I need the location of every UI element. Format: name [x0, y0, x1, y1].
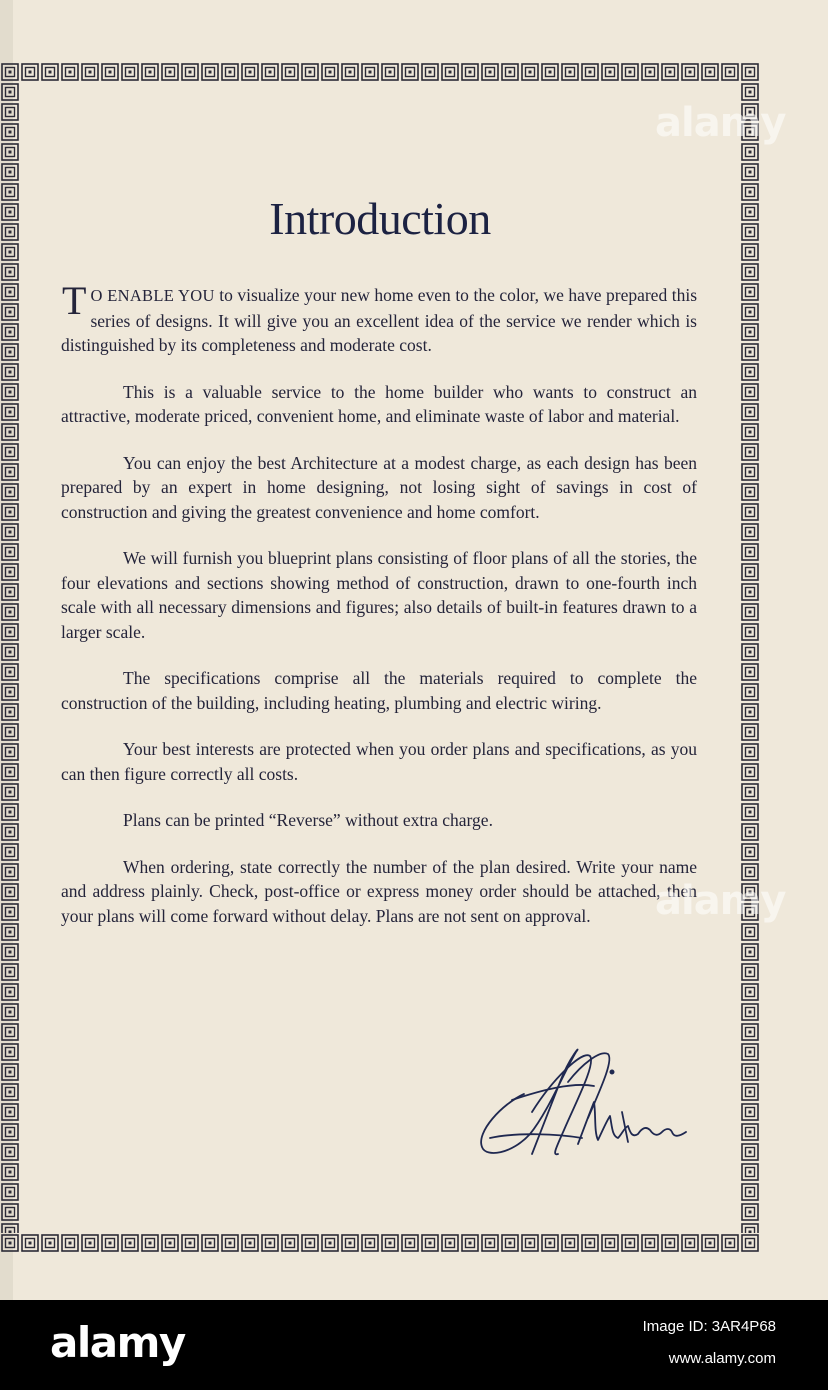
paragraph: You can enjoy the best Architecture at a modest charge, as each design has been prepared by an expert in home designing, not losing sight of savings in cost of construction and giving the greatest convenience and home comfort. — [61, 452, 697, 522]
page-title: Introduction — [269, 193, 491, 244]
paragraph: When ordering, state correctly the number of the plan desired. Write your name and address plainly. Check, post-office or express money order should be attached, then your plans will come forward without delay. Plans are not sent on approval. — [61, 856, 697, 926]
paragraph: This is a valuable service to the home builder who wants to construct an attractive, moderate priced, convenient home, and eliminate waste of labor and material. — [61, 381, 697, 426]
border-bottom — [0, 1233, 760, 1253]
opening-text: to visualize your new home even to the color, we have prepared this series of designs. It will give you an excellent idea of the service we render which is distinguished by its completeness and moderate cost. — [61, 285, 698, 355]
handwritten-signature — [472, 1042, 702, 1166]
opening-paragraph — [61, 278, 698, 358]
border-left — [0, 82, 20, 1233]
paragraph: Plans can be printed “Reverse” without extra charge. — [123, 810, 493, 830]
watermark-logo: alamy — [655, 100, 786, 146]
paragraph: Your best interests are protected when you order plans and specifications, as you can then figure correctly all costs. — [61, 739, 697, 784]
watermark-footer — [0, 1300, 828, 1390]
site-url: www.alamy.com — [668, 1350, 776, 1367]
opening-caps: O ENABLE YOU — [90, 286, 215, 305]
paragraph: The specifications comprise all the materials required to complete the construction of the building, including heating, plumbing and electric wiring. — [61, 668, 697, 713]
border-right — [740, 82, 760, 1233]
body-text — [61, 278, 698, 928]
watermark-logo: alamy — [655, 878, 786, 924]
image-id: Image ID: 3AR4P68 — [642, 1318, 776, 1335]
alamy-logo: alamy — [50, 1318, 185, 1367]
border-top — [0, 62, 760, 82]
drop-cap: T — [62, 278, 87, 323]
paragraph: We will furnish you blueprint plans consisting of floor plans of all the stories, the four elevations and sections showing method of construction, drawn to one-fourth inch scale with all necessary dimensions and figures; also details of built-in features drawn to a larger scale. — [61, 548, 697, 642]
